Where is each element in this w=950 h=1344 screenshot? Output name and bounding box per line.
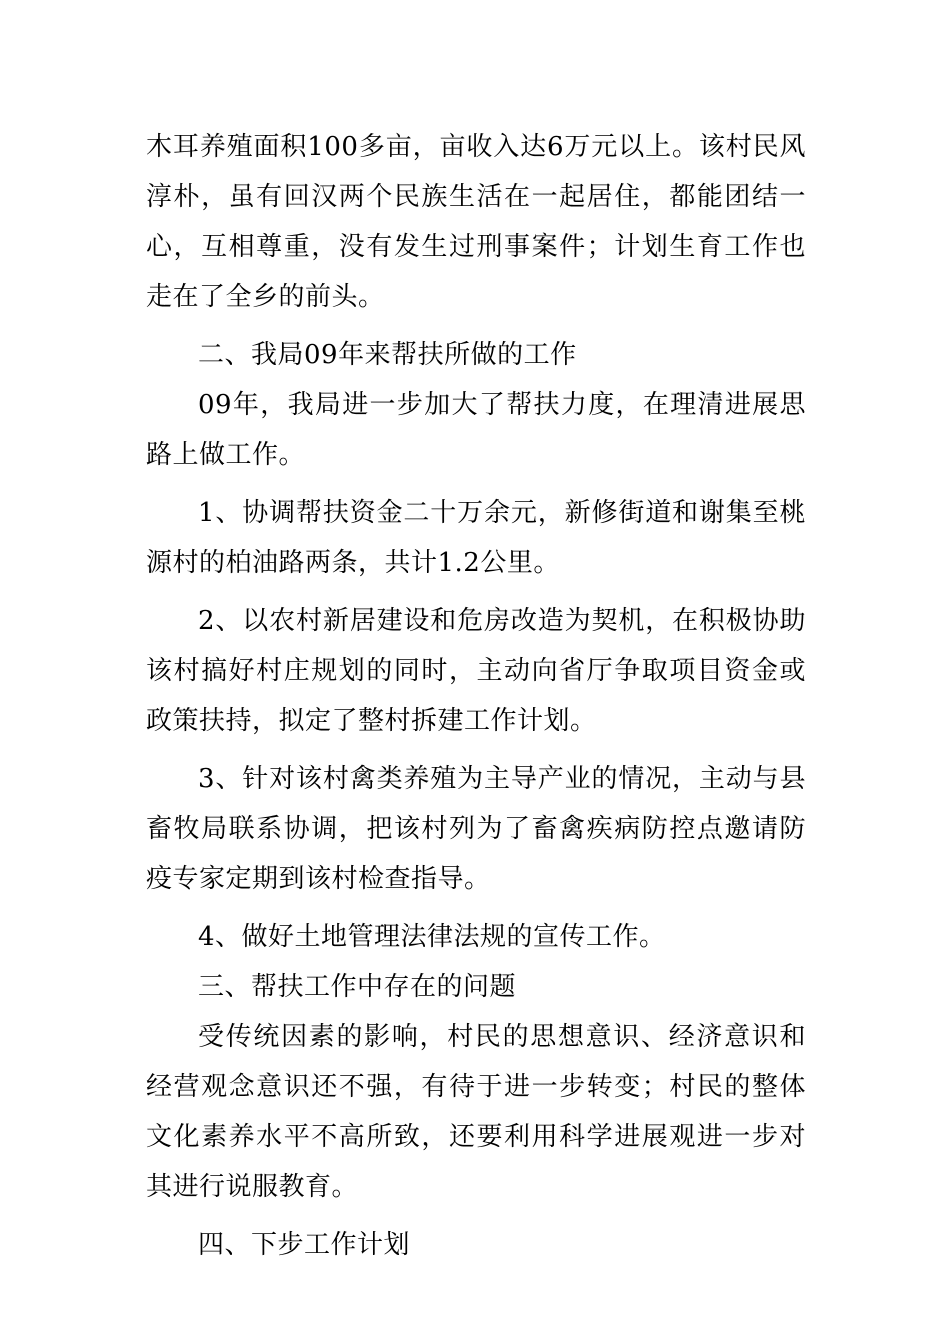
paragraph-problems: 受传统因素的影响，村民的思想意识、经济意识和经营观念意识还不强，有待于进一步转变；村民的整体文化素养水平不高所致，还要利用科学进展观进一步对其进行说服教育。 [146,1022,806,1202]
paragraph-continuation: 木耳养殖面积100多亩，亩收入达6万元以上。该村民风淳朴，虽有回汉两个民族生活在一起居住，都能团结一心，互相尊重，没有发生过刑事案件；计划生育工作也走在了全乡的前头。 [146,132,806,312]
paragraph-2009-summary: 09年，我局进一步加大了帮扶力度，在理清进展思路上做工作。 [146,390,806,470]
paragraph-item-3: 3、针对该村禽类养殖为主导产业的情况，主动与县畜牧局联系协调，把该村列为了畜禽疾病防控点邀请防疫专家定期到该村检查指导。 [146,764,806,894]
section-heading-3: 三、帮扶工作中存在的问题 [198,972,517,1002]
paragraph-item-2: 2、以农村新居建设和危房改造为契机，在积极协助该村搞好村庄规划的同时，主动向省厅争取项目资金或政策扶持，拟定了整村拆建工作计划。 [146,606,806,736]
section-heading-4: 四、下步工作计划 [198,1230,411,1260]
paragraph-item-1: 1、协调帮扶资金二十万余元，新修街道和谢集至桃源村的柏油路两条，共计1.2公里。 [146,498,806,578]
document-body [146,122,806,1270]
paragraph-item-4: 4、做好土地管理法律法规的宣传工作。 [198,922,666,952]
section-heading-2: 二、我局09年来帮扶所做的工作 [198,340,577,370]
